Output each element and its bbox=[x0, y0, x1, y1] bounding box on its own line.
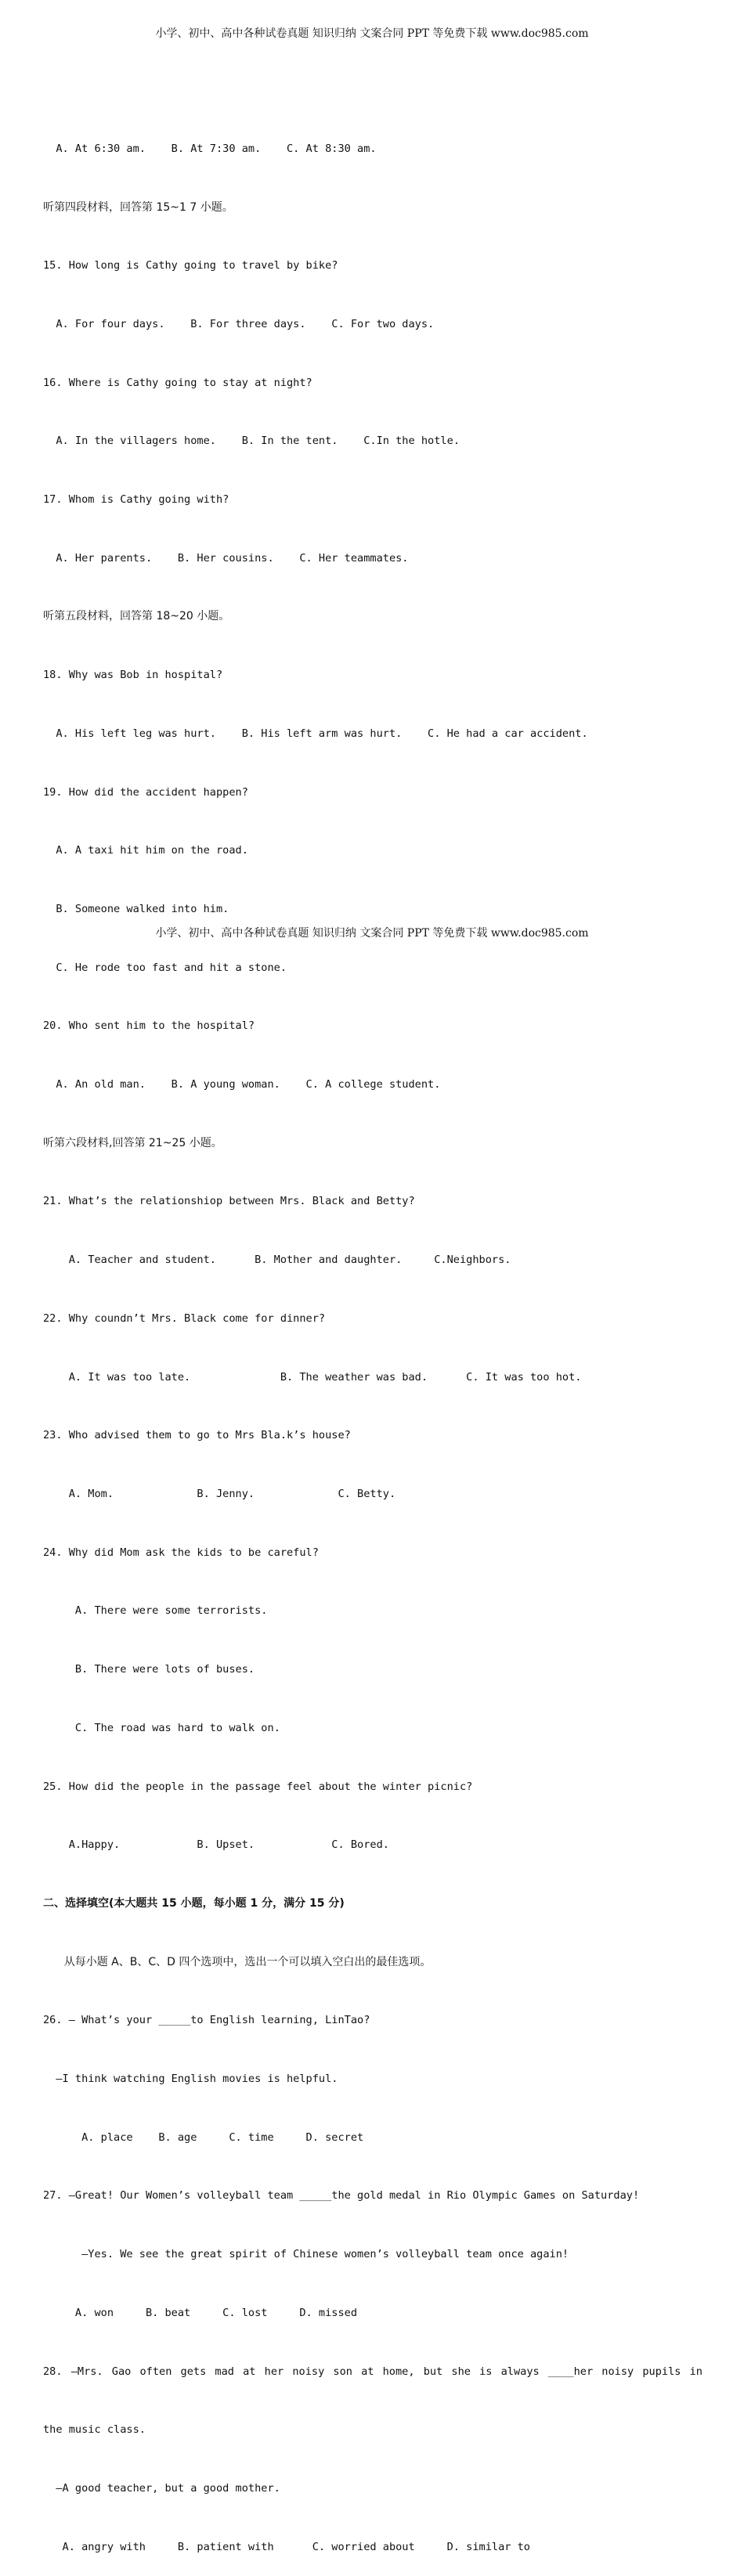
question-28: 28. —Mrs. Gao often gets mad at her noisy son at home, but she is always ____her noisy pupils in bbox=[43, 2365, 702, 2378]
option-19c: C. He rode too fast and hit a stone. bbox=[43, 961, 287, 974]
question-27-reply: —Yes. We see the great spirit of Chinese women’s volleyball team once again! bbox=[43, 2248, 569, 2261]
question-27: 27. —Great! Our Women’s volleyball team _____the gold medal in Rio Olympic Games on Saturday! bbox=[43, 2189, 640, 2203]
question-20: 20. Who sent him to the hospital? bbox=[43, 1019, 255, 1033]
section-instruction: 听第五段材料，回答第 18~20 小题。 bbox=[43, 610, 230, 623]
option-19b: B. Someone walked into him. bbox=[43, 902, 229, 915]
question-24: 24. Why did Mom ask the kids to be careful? bbox=[43, 1546, 319, 1559]
question-19: 19. How did the accident happen? bbox=[43, 785, 248, 799]
options-16: A. In the villagers home. B. In the tent. C.In the hotle. bbox=[43, 435, 460, 448]
question-15: 15. How long is Cathy going to travel by bike? bbox=[43, 259, 338, 272]
question-18: 18. Why was Bob in hospital? bbox=[43, 669, 223, 682]
section-instruction: 听第六段材料,回答第 21~25 小题。 bbox=[43, 1136, 222, 1149]
question-21: 21. What’s the relationshiop between Mrs. Black and Betty? bbox=[43, 1195, 415, 1208]
exam-content bbox=[43, 100, 702, 2576]
options-23: A. Mom. B. Jenny. C. Betty. bbox=[43, 1487, 396, 1500]
section-heading: 二、选择填空(本大题共 15 小题，每小题 1 分，满分 15 分) bbox=[43, 1896, 345, 1910]
options-15: A. For four days. B. For three days. C. For two days. bbox=[43, 317, 435, 330]
options-20: A. An old man. B. A young woman. C. A college student. bbox=[43, 1078, 441, 1091]
options-17: A. Her parents. B. Her cousins. C. Her teammates. bbox=[43, 551, 409, 565]
options-21: A. Teacher and student. B. Mother and daughter. C.Neighbors. bbox=[43, 1254, 511, 1267]
question-26: 26. — What’s your _____to English learning, LinTao? bbox=[43, 2014, 370, 2027]
section-instruction: 从每小题 A、B、C、D 四个选项中，选出一个可以填入空白出的最佳选项。 bbox=[43, 1955, 432, 1968]
options-25: A.Happy. B. Upset. C. Bored. bbox=[43, 1838, 389, 1852]
options-28: A. angry with B. patient with C. worried about D. similar to bbox=[43, 2540, 530, 2553]
page-header: 小学、初中、高中各种试卷真题 知识归纳 文案合同 PPT 等免费下载 www.doc985.com bbox=[155, 27, 589, 40]
option-24a: A. There were some terrorists. bbox=[43, 1604, 268, 1618]
question-28-reply: —A good teacher, but a good mother. bbox=[43, 2481, 280, 2495]
question-23: 23. Who advised them to go to Mrs Bla.k’s house? bbox=[43, 1429, 351, 1442]
question-25: 25. How did the people in the passage feel about the winter picnic? bbox=[43, 1780, 473, 1793]
page-footer: 小学、初中、高中各种试卷真题 知识归纳 文案合同 PPT 等免费下载 www.doc985.com bbox=[155, 927, 589, 940]
question-22: 22. Why coundn’t Mrs. Black come for dinner? bbox=[43, 1311, 326, 1325]
options-26: A. place B. age C. time D. secret bbox=[43, 2130, 364, 2144]
section-instruction: 听第四段材料，回答第 15~1 7 小题。 bbox=[43, 200, 233, 214]
question-26-reply: —I think watching English movies is helpful. bbox=[43, 2073, 338, 2086]
question-16: 16. Where is Cathy going to stay at night? bbox=[43, 376, 312, 389]
question-17: 17. Whom is Cathy going with? bbox=[43, 493, 229, 507]
options-22: A. It was too late. B. The weather was bad. C. It was too hot. bbox=[43, 1370, 582, 1384]
option-line: A. At 6:30 am. B. At 7:30 am. C. At 8:30 am. bbox=[43, 142, 377, 155]
options-27: A. won B. beat C. lost D. missed bbox=[43, 2306, 358, 2319]
option-24c: C. The road was hard to walk on. bbox=[43, 1721, 280, 1734]
option-19a: A. A taxi hit him on the road. bbox=[43, 844, 248, 857]
options-18: A. His left leg was hurt. B. His left arm was hurt. C. He had a car accident. bbox=[43, 727, 588, 740]
option-24b: B. There were lots of buses. bbox=[43, 1663, 255, 1676]
question-28-cont: the music class. bbox=[43, 2423, 146, 2437]
